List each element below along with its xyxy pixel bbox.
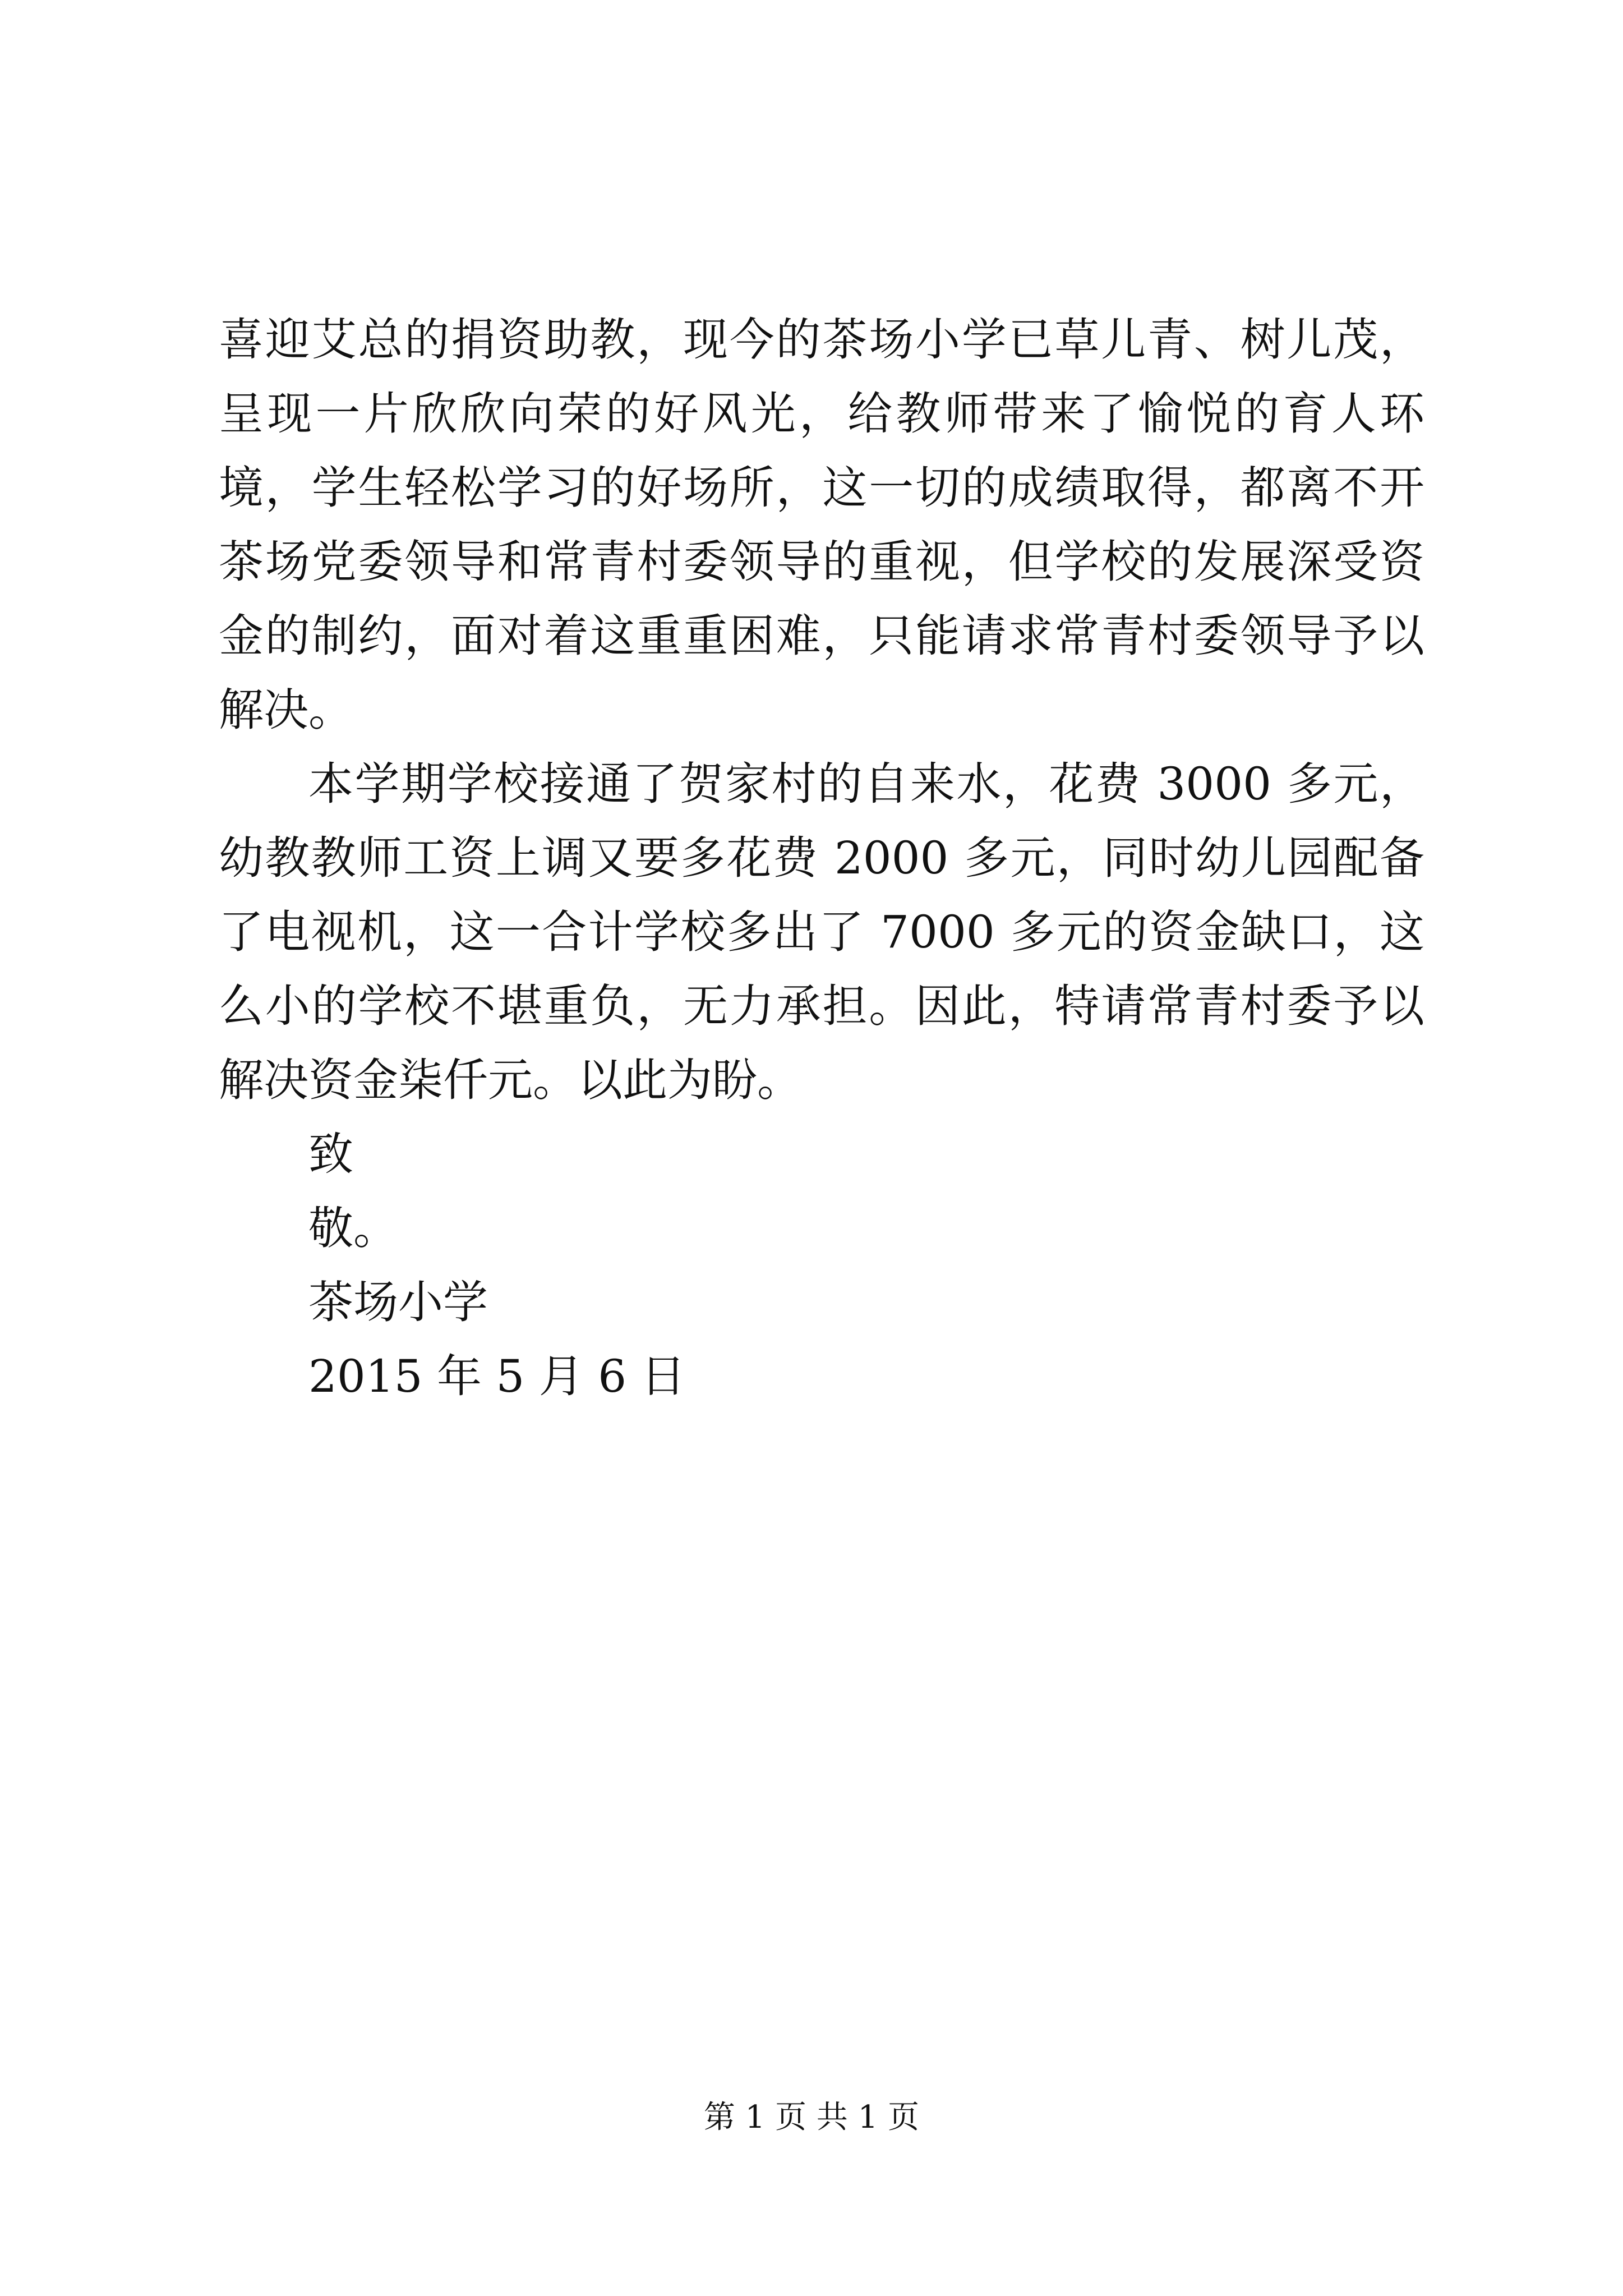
closing-zhi: 致 bbox=[308, 1128, 353, 1180]
paragraph-1: 喜迎艾总的捐资助教，现今的茶场小学已草儿青、树儿茂，呈现一片欣欣向荣的好风光，给教师带来了愉悦的育人环境，学生轻松学习的好场所，这一切的成绩取得，都离不开茶场党委领导和常青村委领导的重视，但学校的发展深受资金的制约，面对着这重重困难，只能请求常青村委领导予以解决。 bbox=[219, 314, 1424, 736]
signature-organization: 茶场小学 bbox=[308, 1276, 488, 1328]
page-number-label: 第 1 页 共 1 页 bbox=[703, 2099, 920, 2136]
signature-date: 2015 年 5 月 6 日 bbox=[308, 1350, 686, 1402]
letter-body bbox=[219, 303, 1424, 1414]
page-footer bbox=[0, 2098, 1623, 2137]
paragraph-2: 本学期学校接通了贺家村的自来水，花费 3000 多元，幼教教师工资上调又要多花费 2000 多元，同时幼儿园配备了电视机，这一合计学校多出了 7000 多元的资金缺口，这么小的学校不堪重负，无力承担。因此，特请常青村委予以解决资金柒仟元。以此为盼。 bbox=[219, 758, 1424, 1106]
closing-jing: 敬。 bbox=[308, 1202, 398, 1254]
